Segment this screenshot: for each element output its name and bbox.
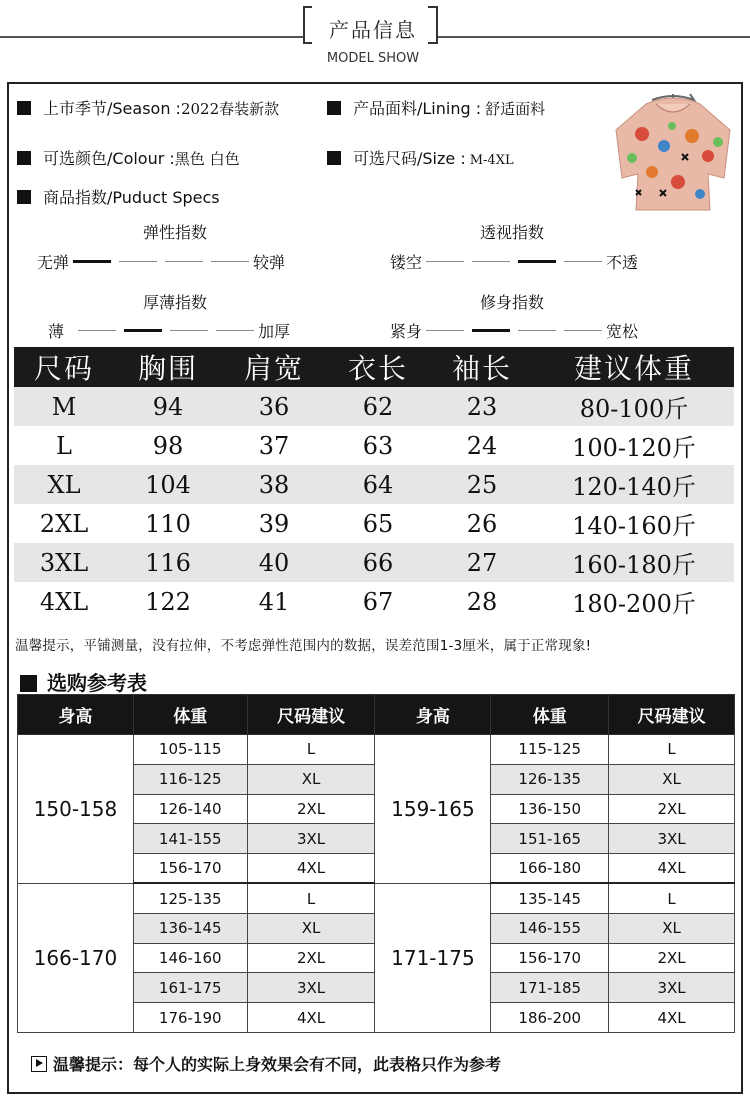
table-cell: 120-140斤	[572, 473, 696, 501]
size-suggestion: L	[247, 735, 375, 765]
table-cell: XL	[47, 470, 81, 499]
season-value: 2022春装新款	[180, 100, 280, 118]
reference-title: 选购参考表	[47, 671, 147, 695]
weight-range: 161-175	[133, 973, 247, 1003]
specs-label: 商品指数/Puduct Specs	[43, 188, 220, 207]
weight-range: 116-125	[133, 764, 247, 794]
table-cell: 63	[362, 431, 394, 460]
thickness-left-label: 薄	[48, 322, 65, 341]
table-row	[14, 504, 734, 543]
size-suggestion: 3XL	[247, 973, 375, 1003]
square-bullet-icon	[17, 190, 31, 204]
weight-range: 171-185	[491, 973, 609, 1003]
transparency-segment	[426, 261, 464, 262]
table-cell: 41	[258, 587, 290, 616]
size-label: 可选尺码/Size :	[353, 149, 466, 168]
weight-range: 135-145	[491, 883, 609, 913]
weight-range: 146-155	[491, 913, 609, 943]
transparency-segment	[472, 261, 510, 262]
header-cell: 建议体重	[573, 352, 694, 385]
table-cell: 110	[145, 509, 191, 538]
table-row	[18, 735, 735, 765]
table-cell: 23	[466, 392, 498, 421]
transparency-title: 透视指数	[480, 223, 545, 242]
size-suggestion: L	[247, 883, 375, 913]
thickness-segment	[216, 330, 254, 331]
table-cell: 38	[258, 470, 290, 499]
reference-note-text: 温馨提示：每个人的实际上身效果会有不同，此表格只作为参考	[53, 1055, 502, 1074]
fit-segment	[518, 330, 556, 331]
weight-range: 156-170	[133, 854, 247, 884]
table-cell: 98	[152, 431, 184, 460]
reference-header-row	[18, 695, 735, 735]
weight-range: 176-190	[133, 1003, 247, 1033]
size-suggestion: 3XL	[247, 824, 375, 854]
header-subtitle: MODEL SHOW	[326, 51, 420, 66]
header-cell: 身高	[375, 695, 491, 735]
header-cell: 袖长	[451, 352, 512, 385]
table-cell: 180-200斤	[572, 590, 696, 618]
header-cell: 体重	[133, 695, 247, 735]
colour-label: 可选颜色/Colour :	[43, 149, 175, 168]
size-suggestion: XL	[247, 764, 375, 794]
fit-segment	[472, 329, 510, 332]
table-cell: L	[56, 431, 72, 460]
weight-range: 125-135	[133, 883, 247, 913]
lining-value: 舒适面料	[485, 100, 546, 118]
table-cell: 160-180斤	[572, 551, 696, 579]
table-cell: 4XL	[39, 587, 89, 616]
season-label: 上市季节/Season :	[43, 99, 181, 118]
weight-range: 146-160	[133, 943, 247, 973]
thickness-segment	[124, 329, 162, 332]
size-suggestion: 3XL	[609, 973, 735, 1003]
thickness-title: 厚薄指数	[143, 293, 208, 312]
table-row	[14, 465, 734, 504]
elasticity-right-label: 较弹	[253, 253, 286, 272]
header-line-left	[0, 36, 310, 38]
thickness-right-label: 加厚	[258, 322, 291, 341]
size-suggestion: 4XL	[247, 854, 375, 884]
specs-info	[17, 185, 220, 208]
header-cell: 尺码	[33, 352, 94, 385]
table-row	[14, 387, 734, 426]
fit-scale	[390, 319, 638, 342]
table-cell: 64	[362, 470, 394, 499]
header-cell: 衣长	[347, 352, 408, 385]
transparency-right-label: 不透	[606, 253, 639, 272]
table-cell: 28	[466, 587, 498, 616]
table-cell: 25	[466, 470, 498, 499]
size-suggestion: 3XL	[609, 824, 735, 854]
transparency-left-label: 镂空	[390, 253, 423, 272]
fit-segment	[426, 330, 464, 331]
table-cell: 67	[362, 587, 394, 616]
weight-range: 126-140	[133, 794, 247, 824]
weight-range: 105-115	[133, 735, 247, 765]
square-bullet-icon	[17, 151, 31, 165]
elasticity-segment	[119, 261, 157, 262]
elasticity-segment	[73, 260, 111, 263]
table-cell: 80-100斤	[579, 395, 689, 423]
reference-table	[17, 694, 735, 1033]
weight-range: 136-150	[491, 794, 609, 824]
elasticity-left-label: 无弹	[37, 253, 70, 272]
table-row	[14, 426, 734, 465]
reference-note	[31, 1052, 501, 1075]
table-cell: 66	[362, 548, 394, 577]
table-cell: 94	[152, 392, 184, 421]
table-cell: 104	[145, 470, 191, 499]
height-range: 150-158	[18, 735, 134, 884]
weight-range: 186-200	[491, 1003, 609, 1033]
square-bullet-icon	[17, 101, 31, 115]
thickness-segment	[170, 330, 208, 331]
height-range: 171-175	[375, 883, 491, 1032]
weight-range: 126-135	[491, 764, 609, 794]
square-bullet-icon	[327, 101, 341, 115]
elasticity-title: 弹性指数	[143, 223, 208, 242]
header-cell: 尺码建议	[609, 695, 735, 735]
table-cell: M	[51, 392, 77, 421]
header-cell: 肩宽	[243, 352, 304, 385]
lining-label: 产品面料/Lining :	[353, 99, 482, 118]
size-suggestion: 2XL	[247, 943, 375, 973]
size-suggestion: 4XL	[609, 854, 735, 884]
table-cell: 140-160斤	[572, 512, 696, 540]
fit-right-label: 宽松	[606, 322, 639, 341]
elasticity-scale	[37, 250, 285, 273]
table-cell: 62	[362, 392, 394, 421]
size-suggestion: 4XL	[609, 1003, 735, 1033]
size-suggestion: XL	[609, 913, 735, 943]
header-cell: 胸围	[137, 352, 198, 385]
fit-segment	[564, 330, 602, 331]
table-cell: 3XL	[39, 548, 89, 577]
size-suggestion: 2XL	[247, 794, 375, 824]
reference-section-title	[20, 667, 147, 696]
height-range: 159-165	[375, 735, 491, 884]
table-row	[14, 543, 734, 582]
elasticity-segment	[211, 261, 249, 262]
square-bullet-icon	[20, 675, 37, 692]
table-cell: 37	[258, 431, 290, 460]
transparency-segment	[518, 260, 556, 263]
transparency-segment	[564, 261, 602, 262]
table-cell: 40	[258, 548, 290, 577]
weight-range: 141-155	[133, 824, 247, 854]
fit-left-label: 紧身	[390, 322, 423, 341]
lining-info	[327, 96, 545, 119]
size-suggestion: L	[609, 735, 735, 765]
size-table-header	[14, 347, 734, 387]
table-cell: 65	[362, 509, 394, 538]
size-suggestion: 2XL	[609, 794, 735, 824]
size-value: M-4XL	[469, 153, 514, 168]
table-cell: 122	[145, 587, 191, 616]
table-cell: 24	[466, 431, 498, 460]
header-cell: 尺码建议	[247, 695, 375, 735]
weight-range: 136-145	[133, 913, 247, 943]
size-table	[14, 347, 734, 621]
size-info	[327, 146, 514, 169]
weight-range: 166-180	[491, 854, 609, 884]
table-cell: 36	[258, 392, 290, 421]
table-cell: 2XL	[39, 509, 89, 538]
weight-range: 151-165	[491, 824, 609, 854]
size-suggestion: 4XL	[247, 1003, 375, 1033]
height-range: 166-170	[18, 883, 134, 1032]
table-cell: 26	[466, 509, 498, 538]
table-cell: 116	[145, 548, 191, 577]
thickness-scale	[48, 319, 290, 342]
header-title: 产品信息	[329, 18, 417, 42]
colour-value: 黑色 白色	[174, 150, 240, 168]
header-line-right	[432, 36, 750, 38]
table-cell: 27	[466, 548, 498, 577]
table-row	[18, 883, 735, 913]
header-cell: 身高	[18, 695, 134, 735]
season-info	[17, 96, 279, 119]
table-row	[14, 582, 734, 621]
size-suggestion: XL	[247, 913, 375, 943]
play-icon	[31, 1056, 47, 1072]
thickness-segment	[78, 330, 116, 331]
table-cell: 39	[258, 509, 290, 538]
measurement-note: 温馨提示，平铺测量，没有拉伸，不考虑弹性范围内的数据，误差范围1-3厘米，属于正常现象!	[15, 638, 592, 654]
weight-range: 156-170	[491, 943, 609, 973]
transparency-scale	[390, 250, 638, 273]
weight-range: 115-125	[491, 735, 609, 765]
fit-title: 修身指数	[480, 293, 545, 312]
size-suggestion: XL	[609, 764, 735, 794]
colour-info	[17, 146, 240, 169]
size-suggestion: L	[609, 883, 735, 913]
size-suggestion: 2XL	[609, 943, 735, 973]
header-cell: 体重	[491, 695, 609, 735]
table-cell: 100-120斤	[572, 434, 696, 462]
blouse-image	[612, 90, 734, 216]
square-bullet-icon	[327, 151, 341, 165]
elasticity-segment	[165, 261, 203, 262]
